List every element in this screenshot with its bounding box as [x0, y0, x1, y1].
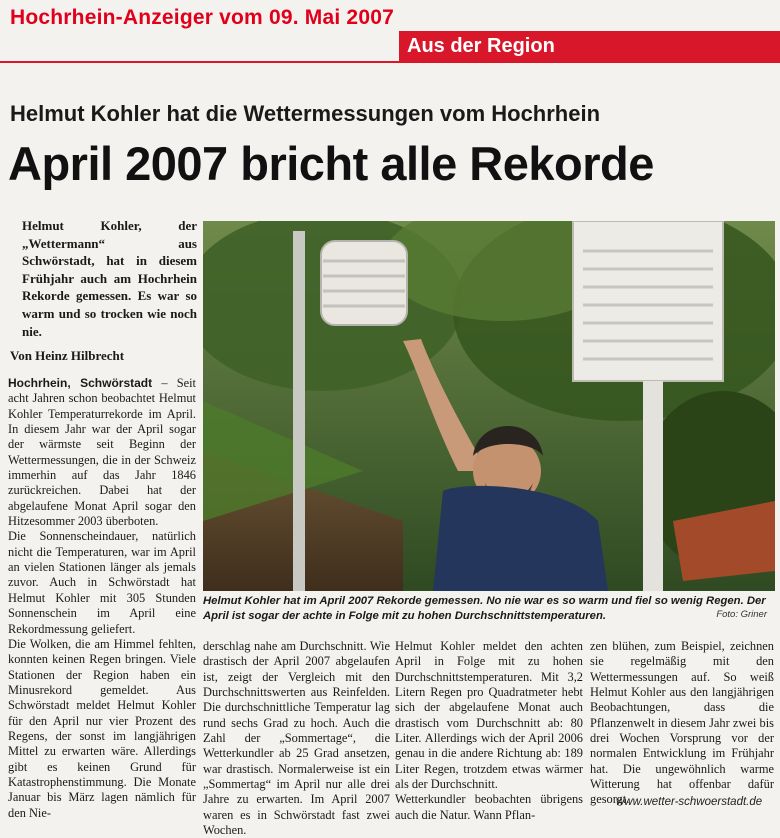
body-column-3: [395, 639, 583, 823]
body-column-2: [203, 639, 390, 838]
body-paragraph: derschlag nahe am Durchschnitt. Wie drastisch der April 2007 abgelaufen ist, zeigt der Vergleich mit den Durchschnittswerten aus Reinfelden. Die durchschnittliche Temperatur lag rund sechs Grad zu hoch. Auch die Zahl der „Sommertage“, die Wetterkundler ab 25 Grad ansetzen, war drastisch. Normalerweise ist ein „Sommertag“ im April nur alle drei Jahre zu erwarten. Im April 2007 waren es in Schwörstadt fast zwei Wochen.: [203, 639, 390, 838]
body-paragraph: Die Sonnenscheindauer, natürlich nicht die Temperaturen, war im April an vielen Stationen länger als jemals zuvor. Auch in Schwörstadt hat Helmut Kohler mit 305 Stunden Sonnenschein im April eine Rekordmessung geliefert.: [8, 529, 196, 636]
body-paragraph: Die Wolken, die am Himmel fehlten, konnten keinen Regen bringen. Viele Stationen der Region haben ein Minusrekord gemeldet. Aus Schwörstadt meldet Helmut Kohler für den April nur vier Prozent des Regens, der sonst im langjährigen Mittel zu erwarten wäre. Allerdings gibt es keinen Grund für Katastrophenstimmung. Die Monate Januar bis März lagen nämlich für den Nie-: [8, 636, 196, 820]
photo-illustration: [203, 221, 775, 591]
byline: Von Heinz Hilbrecht: [10, 348, 125, 363]
photo-credit: Foto: Griner: [716, 609, 767, 620]
caption-text: Helmut Kohler hat im April 2007 Rekorde gemessen. No nie war es so warm und fiel so wenig Regen. Der April ist sogar der achte in Folge mit zu hohen Durchschnittstemperaturen.: [203, 595, 766, 622]
lead-paragraph: Helmut Kohler, der „Wettermann“ aus Schwörstadt, hat in diesem Frühjahr auch am Hochrhein Rekorde gemessen. Es war so warm und so trocken wie noch nie.: [22, 218, 197, 339]
body-paragraph: zen blühen, zum Beispiel, zeichnen sie regelmäßig mit den Wettermessungen auf. So weiß Helmut Kohler aus den langjährigen Beobachtungen, dass die Pflanzenwelt in diesem Jahr zwei bis drei Wochen Vorsprung vor der normalen Entwicklung im Frühjahr hat. Die ungewöhnlich warme Witterung hat offenbar dafür gesorgt.: [590, 639, 774, 807]
masthead: Hochrhein-Anzeiger vom 09. Mai 2007: [10, 6, 394, 29]
photo-caption: [203, 594, 775, 623]
dateline: Hochrhein, Schwörstadt: [8, 376, 153, 390]
website-url[interactable]: www.wetter-schwoerstadt.de: [616, 796, 763, 808]
body-text: – Seit acht Jahren schon beobachtet Helmut Kohler Temperaturrekorde im April. In diesem Jahr war der April sogar der wärmste seit Beginn der Wettermessungen, die in der Schweiz immerhin auf das Jahr 1846 zurückreichen. Dabei hat der abgelaufene Monat April sogar den Hitzesommer 2003 überboten.: [8, 376, 196, 529]
body-column-1: [8, 376, 196, 821]
section-header: Aus der Region: [399, 31, 780, 62]
section-divider: [0, 61, 780, 63]
article-photo: [203, 221, 775, 591]
kicker: Helmut Kohler hat die Wettermessungen vom Hochrhein: [10, 101, 601, 126]
body-paragraph: Wetterkundler beobachten übrigens auch die Natur. Wann Pflan-: [395, 792, 583, 822]
body-paragraph: [8, 376, 196, 529]
headline: April 2007 bricht alle Rekorde: [8, 137, 654, 190]
body-paragraph: Helmut Kohler meldet den achten April in Folge mit zu hohen Durchschnittstemperaturen. Mit 3,2 Litern Regen pro Quadratmeter hebt sich der abgelaufene Monat auch drastisch vom Durchschnitt ab: 80 Liter. Allerdings wich der April 2006 genau in die andere Richtung ab: 189 Liter Regen, trotzdem etwas wärmer als der Durchschnitt.: [395, 639, 583, 792]
body-column-4: [590, 639, 774, 808]
